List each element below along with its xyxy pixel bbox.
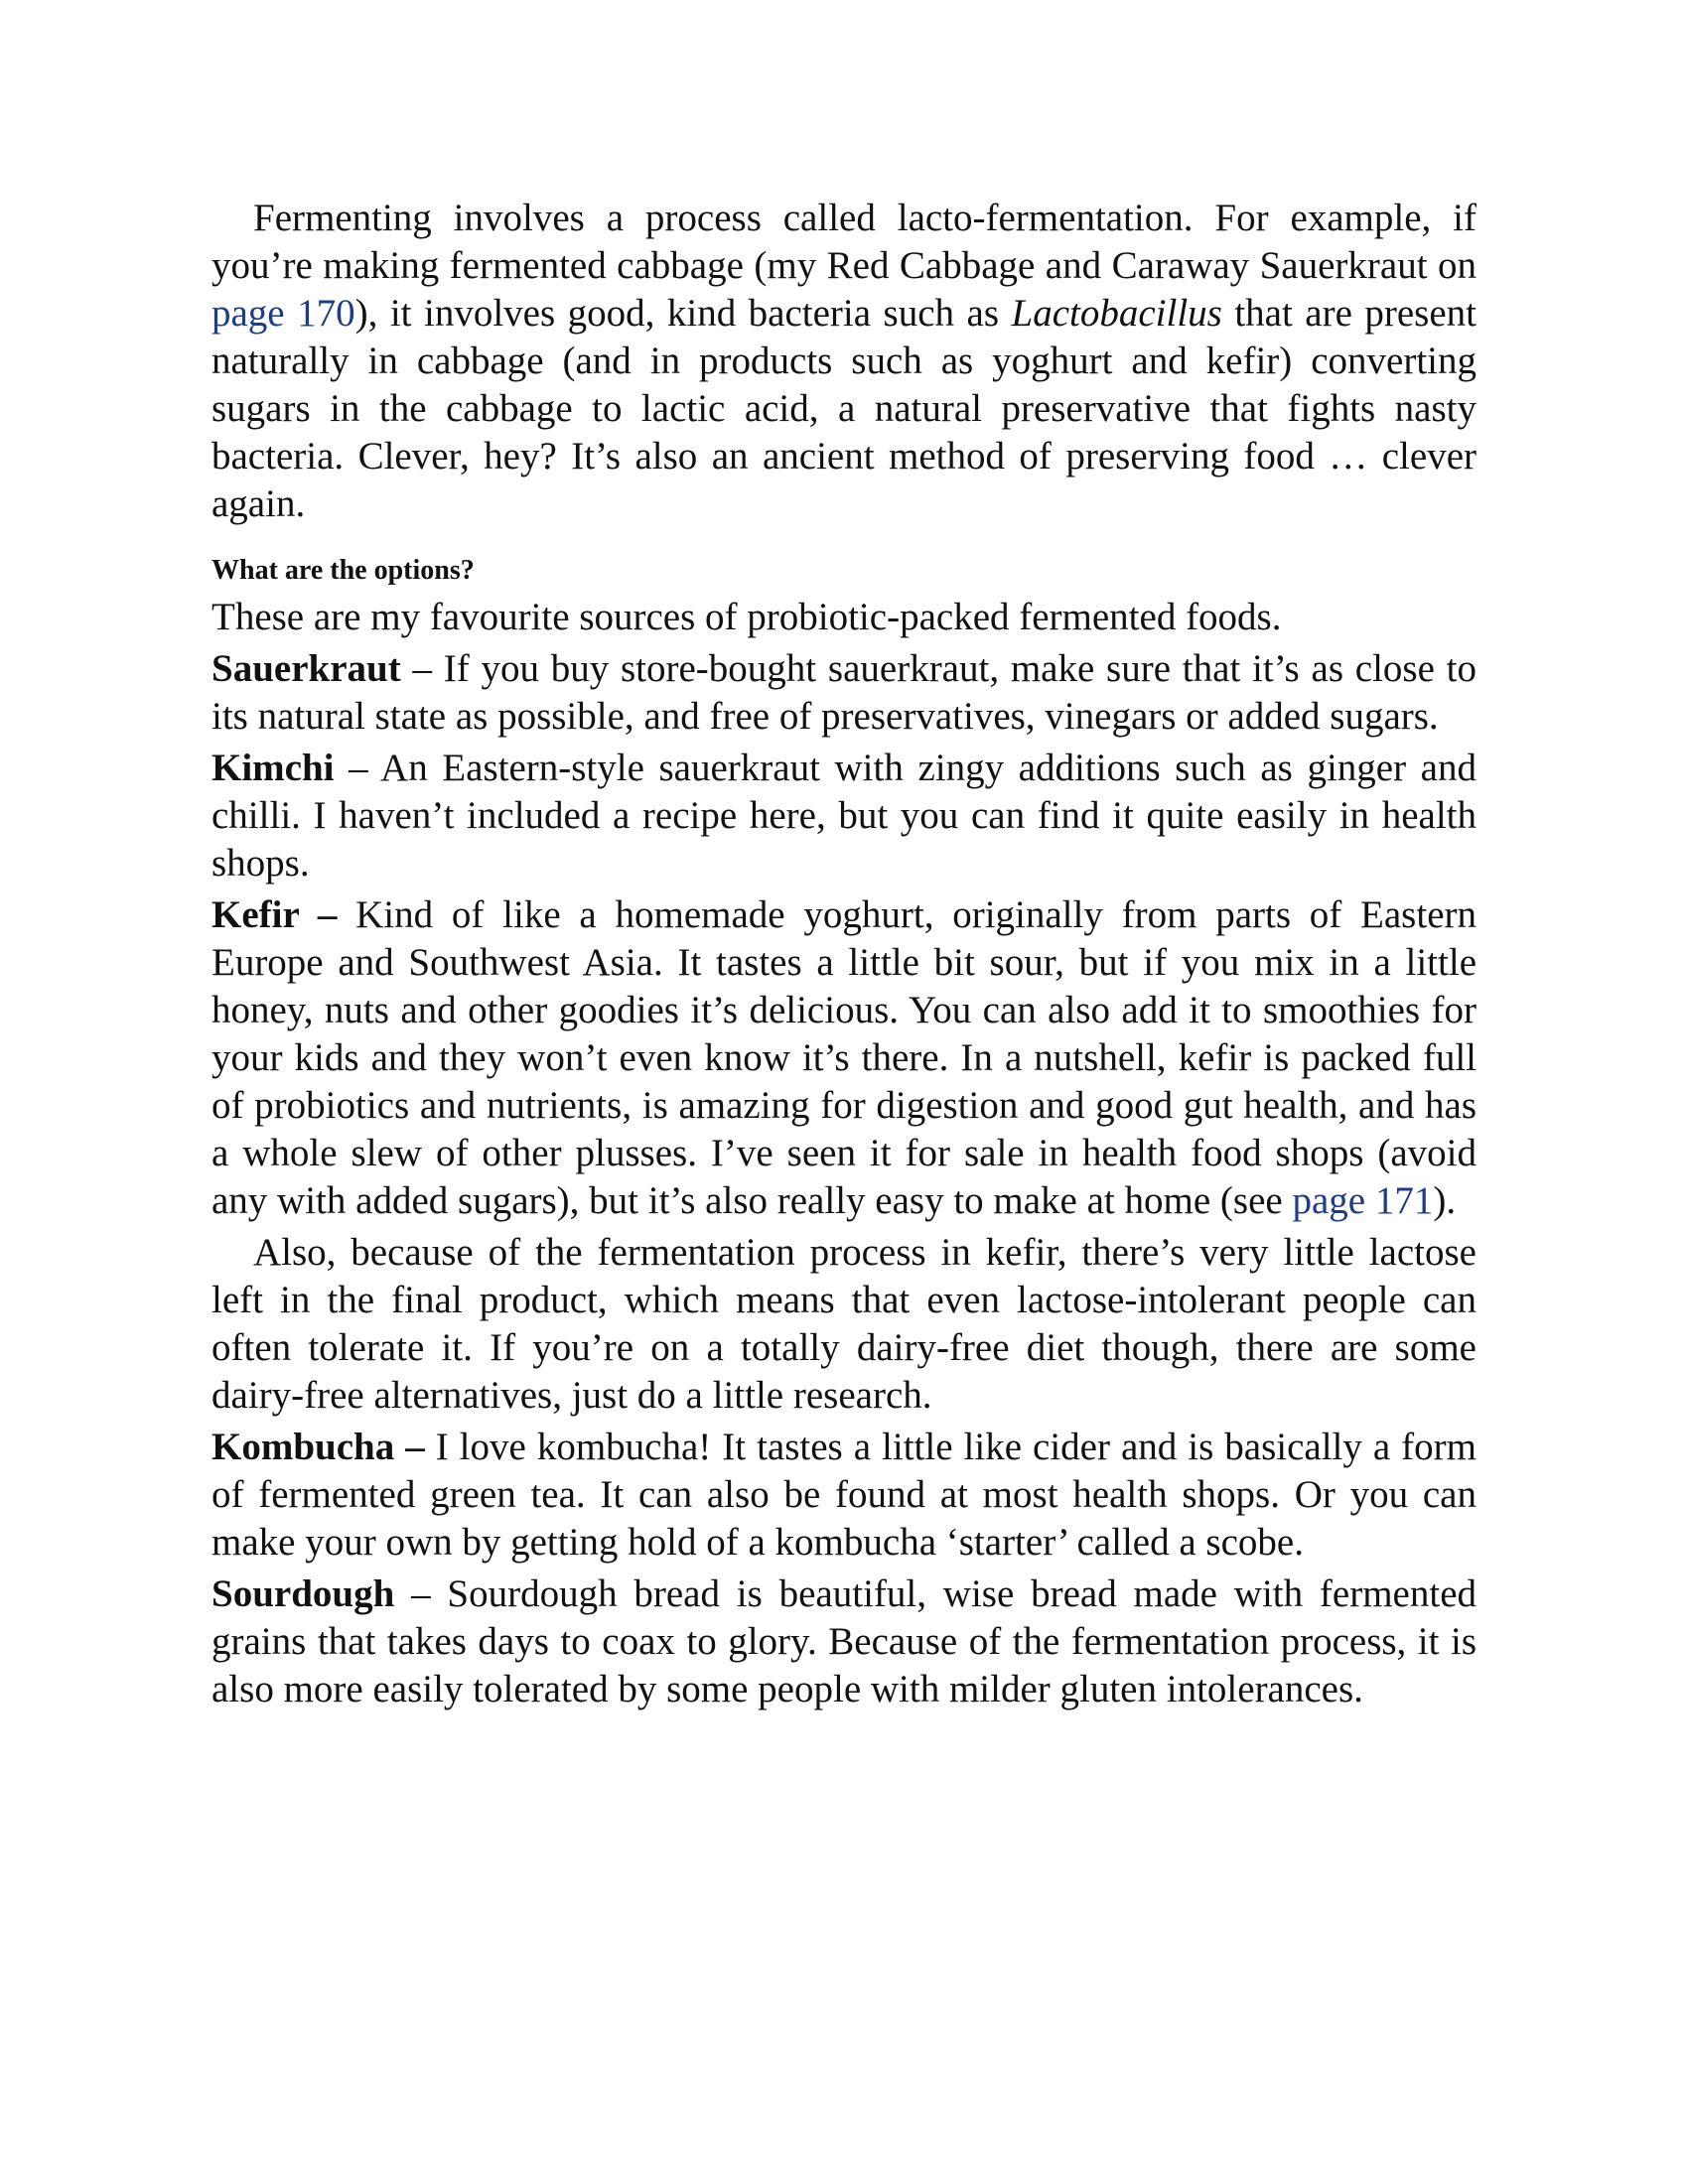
kefir-paragraph — [211, 891, 1477, 1225]
kombucha-paragraph — [211, 1424, 1477, 1567]
kefir-text-end: ). — [1433, 1179, 1457, 1222]
intro-text-2: ), it involves good, kind bacteria such as — [354, 292, 1012, 335]
kimchi-term: Kimchi — [211, 747, 335, 789]
options-heading: What are the options? — [211, 555, 475, 586]
intro-paragraph — [211, 195, 1477, 528]
sauerkraut-term: Sauerkraut — [211, 647, 401, 690]
kombucha-term: Kombucha – — [211, 1426, 425, 1468]
page-body — [211, 195, 1477, 1713]
intro-text-1: Fermenting involves a process called lacto-fermentation. For example, if you’re making fermented cabbage (my Red Cabbage and Caraway Sauerkraut on — [211, 197, 1477, 287]
page-170-link[interactable]: page 170 — [211, 292, 355, 335]
kefir-note-paragraph: Also, because of the fermentation process in kefir, there’s very little lactose left in the final product, which means that even lactose-intolerant people can often tolerate it. If you’re on a totally dairy-free diet though, there are some dairy-free alternatives, just do a little research. — [211, 1231, 1477, 1417]
page-171-link[interactable]: page 171 — [1292, 1179, 1434, 1222]
sourdough-term: Sourdough — [211, 1572, 395, 1615]
lactobacillus-term: Lactobacillus — [1011, 292, 1222, 335]
intro-text-3: that are present naturally in cabbage (and in products such as yoghurt and kefir) converting sugars in the cabbage to lactic acid, a natural preservative that fights nasty bacteria. Clever, hey? It’s also an ancient method of preserving food … clever again. — [211, 292, 1477, 525]
kimchi-text: – An Eastern-style sauerkraut with zingy additions such as ginger and chilli. I haven’t included a recipe here, but you can find it quite easily in health shops. — [211, 747, 1477, 885]
kefir-text: Kind of like a homemade yoghurt, originally from parts of Eastern Europe and Southwest Asia. It tastes a little bit sour, but if you mix in a little honey, nuts and other goodies it’s delicious. You can also add it to smoothies for your kids and they won’t even know it’s there. In a nutshell, kefir is packed full of probiotics and nutrients, is amazing for digestion and good gut health, and has a whole slew of other plusses. I’ve seen it for sale in health food shops (avoid any with added sugars), but it’s also really easy to make at home (see — [211, 893, 1477, 1222]
kefir-term: Kefir – — [211, 893, 338, 936]
sourdough-text: – Sourdough bread is beautiful, wise bread made with fermented grains that takes days to coax to glory. Because of the fermentation process, it is also more easily tolerated by some people with milder gluten intolerances. — [211, 1572, 1477, 1710]
sourdough-paragraph — [211, 1570, 1477, 1713]
kimchi-paragraph — [211, 745, 1477, 887]
sauerkraut-paragraph — [211, 645, 1477, 741]
kombucha-text: I love kombucha! It tastes a little like cider and is basically a form of fermented green tea. It can also be found at most health shops. Or you can make your own by getting hold of a kombucha ‘starter’ called a scobe. — [211, 1426, 1477, 1564]
options-lead: These are my favourite sources of probiotic-packed fermented foods. — [211, 596, 1282, 638]
sauerkraut-text: – If you buy store-bought sauerkraut, make sure that it’s as close to its natural state as possible, and free of preservatives, vinegars or added sugars. — [211, 647, 1477, 738]
